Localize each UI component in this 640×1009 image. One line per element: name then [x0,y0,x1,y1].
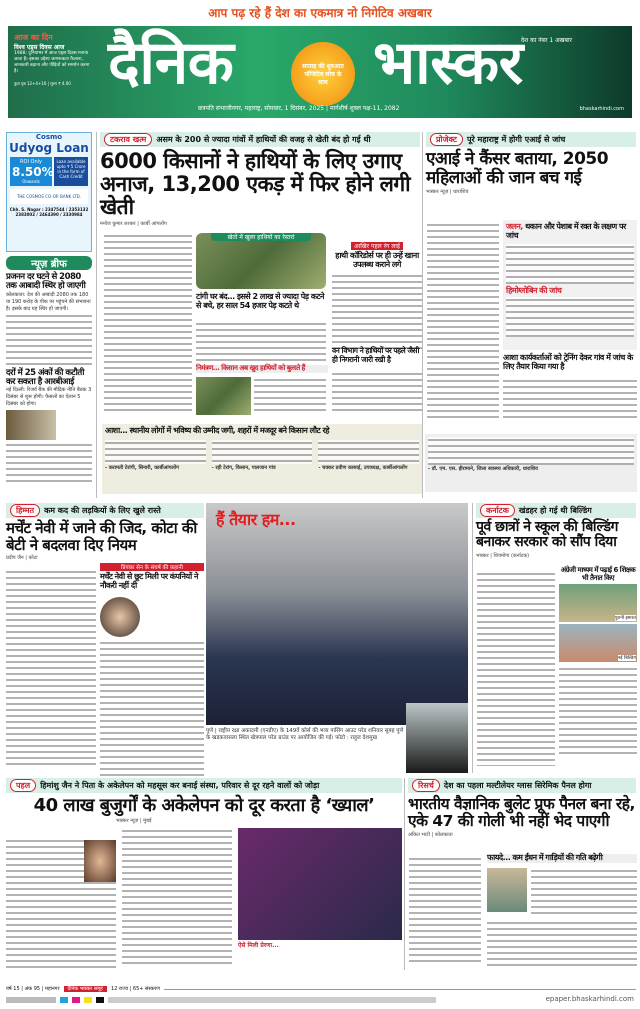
ad-bank: THE COSMOS CO-OP. BANK LTD. [10,189,88,204]
box-head-red: जलन, [506,222,523,231]
right-headline[interactable]: एआई ने कैंसर बताया, 2050 महिलाओं की जान बच गई [426,149,609,188]
logo-left: दैनिक [108,28,234,98]
side-head[interactable]: हाथी कॉरिडोर्स पर ही उन्हें खाना उपलब्ध कराने लगे [335,251,419,270]
right-quote-by: - डॉ. एम. एस. हीरामाने, जिला स्वास्थ्य अधिकारी, धाराशिव [428,466,538,472]
brief-headline-1[interactable]: प्रजनन दर घटने से 2080 तक आबादी स्थिर हो जाएगी [6,272,86,292]
mid-left-headline[interactable]: मर्चेंट नेवी में जाने की जिद, कोटा की बेटी ने बदलवा दिए नियम [6,519,197,554]
bottom-left-kicker: हिमांशु जैन ने पिता के अकेलेपन को महसूस कर बनाई संस्था, परिवार से दूर रहने वालों को जोड़ा [40,781,320,790]
mid-right-box-head[interactable]: अंग्रेजी माध्यम में पढ़ाई 6 शिक्षक भी तैनात किए [560,566,636,582]
cosmos-ad[interactable] [6,132,92,252]
right-kicker: पूरे महाराष्ट्र में होगी एआई से जांच [466,135,566,144]
slogan: देश का नंबर 1 अखबार [520,37,572,44]
lead-byline: मनोज कुमार लश्कर | कार्बी आंगलोंग [100,221,167,228]
dateline: छत्रपति संभाजीनगर, महाराष्ट्र, सोमवार, 1 दिसंबर, 2025 | मार्गशीर्ष शुक्ल पक्ष-11, 2082 [198,105,400,112]
event-photo [238,828,402,940]
masthead [8,26,632,118]
quote-3: - चक्कर प्रवीण कासाई, उपाध्यक्ष, कार्बीआंगलोंग [318,464,408,471]
today-text: 1988: दुनियाभर में आज एड्स दिवस मनाया जाता है। इसका उद्देश्य जागरूकता फैलाना, जानकारी बढ़ाना और पीड़ितों को समर्थन करना है। [14,51,90,74]
bottom-right-byline: अंकित भाटी | कोलकाता [408,832,453,839]
bottom-left-caption: ऐसे मिली प्रेरणा... [238,942,279,949]
brief-headline-2[interactable]: दरों में 25 अंकों की कटौती कर सकता है आरबीआई [6,367,84,388]
elephants-photo [196,233,326,289]
mid-right-tag: कर्नाटक [480,504,515,517]
bottom-right-tag: रिसर्च [412,779,440,792]
sun-logo [291,42,355,106]
farmers-photo [196,377,251,415]
bottom-left-tag: पहल [10,779,36,792]
old-label: पुरानी इमारत [614,616,636,622]
bottom-right-headline[interactable]: भारतीय वैज्ञानिक बुलेट प्रूफ पैनल बना रहे, एके 47 की गोली भी नहीं भेद पाएगी [408,795,635,831]
footer [6,984,636,994]
mid-left-byline: प्रदीप जैन | कोटा [6,555,38,561]
footer-group: दैनिक भास्कर समूह [64,986,107,992]
ad-brand: Cosmo [35,133,63,141]
lead-kicker: असम के 200 से ज्यादा गांवों में हाथियों की वजह से खेती बंद हो गई थी [156,135,371,144]
sub-head-2[interactable]: वन विभाग ने हाथियों पर पहले जैसी ही निगरानी जारी रखी है [332,346,419,364]
lead-tag: टकराव खत्म [104,133,152,146]
photo-label: खेतों में खुला हाथियों का रेस्तरां [211,233,311,241]
mid-left-sub[interactable]: मर्चेंट नेवी से छूट मिली पर कंपनियों ने नौकरी नहीं दी [100,572,198,590]
mid-left-label: प्रियंका सेन के संघर्ष की कहानी [100,563,204,571]
footer-reach: 12 राज्य | 65+ संस्करण [110,986,160,992]
news-brief-header: न्यूज़ ब्रीफ [6,256,92,270]
mid-left-tag: हिम्मत [10,504,40,517]
bottom-left-headline[interactable]: 40 लाख बुजुर्गों के अकेलेपन को दूर करता है ‘ख्याल’ [33,795,375,816]
old-building-photo [559,584,637,622]
lead-body [100,229,420,424]
bottom-right-kicker: देश का पहला मल्टीलेयर ग्लास सिरेमिक पैनल होगा [443,781,592,790]
new-label: नई बिल्डिंग [617,656,636,662]
tagline: आप पढ़ रहे हैं देश का एकमात्र नो निगेटिव अखबार [208,6,432,20]
photo-caption: पुणे | राष्ट्रीय रक्षा अकादमी (एनडीए) के 149वें कोर्स की भव्य पासिंग आउट परेड शनिवार सुबह पुणे के खडकवासला स्थित खेत्रपाल परेड ग्राउंड पर आयोजित की गई। फोटो : राहुल देशमुख [206,728,404,741]
sub-head-3[interactable]: निमंत्रण... किसान अब खुद हाथियों को बुलाते हैं [196,364,305,373]
sub-head-1[interactable]: टांगी घर बंद... इससे 2 लाख से ज्यादा पेड़ कटने से बचे, हर साल 54 हजार पेड़ कटते थे [196,292,324,311]
ad-onwards: Onwards [22,179,40,184]
bottom-right-sub[interactable]: फायदे... कम ईंधन में गाड़ियों की गति बढ़ेगी [487,854,637,863]
footer-url[interactable]: epaper.bhaskarhindi.com [545,995,634,1003]
right-tag: प्रोजेक्ट [430,133,463,146]
side-tag: आखिर पहल रंग लाई [351,242,403,250]
ad-roi: 8.50% [12,165,54,179]
mid-right-kicker: खंडहर हो गई थी बिल्डिंग [518,506,592,515]
panel-photo [487,868,527,912]
himanshu-photo [84,840,116,882]
footer-issue: वर्ष 15 | अंक 95 | महानगर [6,986,60,992]
ad-offer: Loan available upto ₹ 5 Crore in the form of Cash Credit [54,157,88,186]
mid-left-kicker: कम कद की लड़कियों के लिए खुले रास्ते [44,506,161,515]
pages-price: कुल पृष्ठ 12+4+16 | मूल्य ₹ 4.00 [14,81,71,86]
right-byline: भास्कर न्यूज़ | धाराशिव [426,189,469,196]
mid-right-byline: भास्कर | शिवमोगा (कर्नाटक) [476,552,530,559]
color-bar [6,997,436,1003]
second-photo [406,703,468,773]
photo-headline: हैं तैयार हम... [216,510,296,529]
sun-text: सप्ताह की शुरुआत पॉजिटिव सोच के साथ [302,63,344,86]
quote-1: - करामती टेरांगी, सिनारी, कार्बीआंगलोंग [105,464,179,471]
brief-lead-2: नई दिल्ली: रिजर्व बैंक की मौद्रिक नीति बैठक 3 दिसंबर से शुरू होगी। फैसलों का ऐलान 5 दिसंबर को होगा। [6,387,92,408]
ad-title: Udyog Loan [9,141,89,155]
ad-phones: Chh. S. Nagar : 2347544 / 2353132 2383002 / 2464390 / 2330984 [9,207,89,217]
ad-roi-label: ROI Only [20,159,42,165]
box-head[interactable]: थकान और पेशाब में रक्त के लक्षण पर जांच [506,222,626,240]
brief-lead-1: कोलकाता: देश की आबादी 2080 तक 180 या 190 करोड़ के पीक पर पहुंचने की संभावना है। इसके बाद यह स्थिर हो जाएगी। [6,291,91,312]
logo-right: भास्कर [373,28,523,98]
lead-headline[interactable]: 6000 किसानों ने हाथियों के लिए उगाए अनाज, 13,200 एकड़ में फिर होने लगी खेती [100,149,411,220]
today-sub: विश्व एड्स दिवस आज [14,44,65,51]
hope-head[interactable]: आशा... स्थानीय लोगों में भविष्य की उम्मीद जगी, शहरों में मजदूर बने किसान लौट रहे [105,426,329,435]
nda-photo [206,503,468,725]
website[interactable]: bhaskarhindi.com [579,106,624,112]
rbi-photo [6,410,56,440]
hemoglobin-head[interactable]: हिमोग्लोबिन की जांच [506,285,562,295]
asha-head[interactable]: आशा कार्यकर्ताओं को ट्रेनिंग देकर गांव में जांच के लिए तैयार किया गया है [503,353,633,371]
today-title: आज का दिन [14,33,53,42]
bottom-left-byline: भास्कर न्यूज़ | मुंबई [116,817,152,824]
priyanka-photo [100,597,140,637]
mid-right-headline[interactable]: पूर्व छात्रों ने स्कूल की बिल्डिंग बनाकर सरकार को सौंप दिया [476,519,618,551]
new-building-photo [559,624,637,662]
quote-2: - रही टेरांग, किसान, पालजान गांव [211,464,276,471]
